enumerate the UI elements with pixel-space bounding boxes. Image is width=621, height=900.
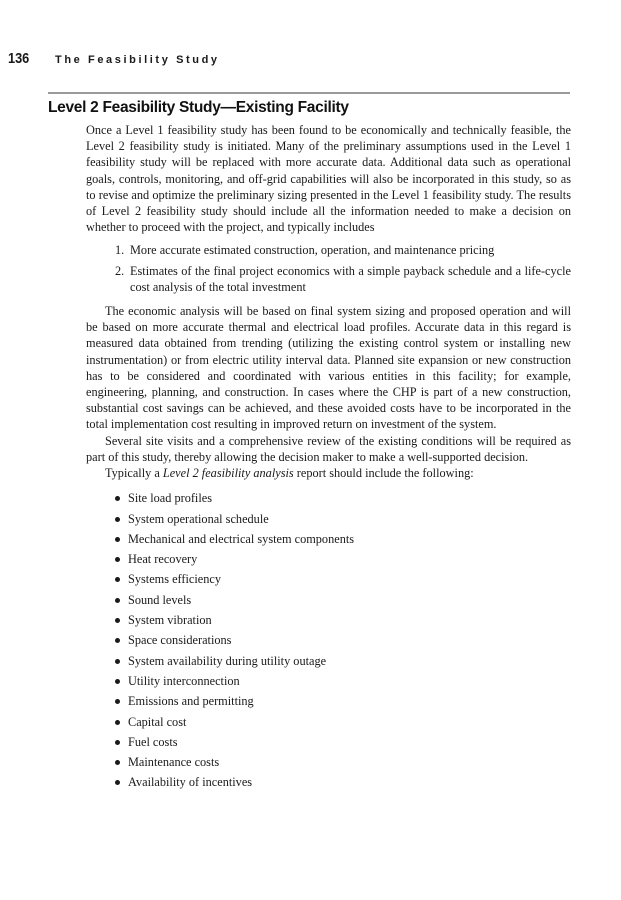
running-title: The Feasibility Study [55, 54, 220, 66]
item-number: 1. [115, 243, 125, 258]
report-intro-start: Typically a [105, 466, 163, 481]
list-item: Capital cost [128, 712, 571, 732]
list-item: Fuel costs [128, 732, 571, 752]
list-item: Sound levels [128, 590, 571, 610]
list-item: Utility interconnection [128, 671, 571, 691]
list-item: Mechanical and electrical system components [128, 529, 571, 549]
intro-paragraph: Once a Level 1 feasibility study has been found to be economically and technically feasible, the Level 2 feasibility study is initiated. Many of the preliminary assumptions used in the Level 1 feasibility study will be replaced with more accurate data. Additional data such as operational goals, controls, monitoring, and off-grid capabilities will also be incorporated in this study, so as to revise and optimize the preliminary sizing presented in the Level 1 feasibility study. The results of Level 2 feasibility study should include all the information needed to make a decision on whether to proceed with the project, and typically includes [86, 123, 571, 235]
page-number: 136 [8, 50, 30, 67]
economic-analysis-paragraph: The economic analysis will be based on final system sizing and proposed operation and will be based on more accurate thermal and electrical load profiles. Accurate data in this regard is measured data obtained from trending (utilizing the existing control system or installing new instrumentation) or from electric utility interval data. Planned site expansion or new construction has to be considered and coordinated with various entities in this facility; for example, engineering, planning, and construction. In cases where the CHP is part of a new construction, substantial cost savings can be achieved, and these avoided costs have to be incorporated in the total implementation cost resulting in improved return on investment of the system. [86, 304, 571, 432]
list-item: Availability of incentives [128, 772, 571, 792]
report-contents-list [86, 488, 571, 792]
numbered-item [115, 242, 571, 258]
list-item: Heat recovery [128, 549, 571, 569]
report-intro-end: report should include the following: [293, 466, 474, 481]
list-item: Maintenance costs [128, 752, 571, 772]
list-item: Site load profiles [128, 488, 571, 508]
report-intro-paragraph [86, 465, 571, 481]
list-item: Emissions and permitting [128, 691, 571, 711]
numbered-item [115, 263, 571, 295]
list-item: System operational schedule [128, 509, 571, 529]
body-text [86, 122, 571, 793]
section-heading: Level 2 Feasibility Study—Existing Facility [48, 99, 349, 116]
item-text: More accurate estimated construction, operation, and maintenance pricing [130, 243, 495, 258]
running-header [8, 50, 220, 70]
item-number: 2. [115, 263, 125, 278]
section-divider [48, 92, 570, 94]
list-item: System vibration [128, 610, 571, 630]
list-item: Space considerations [128, 630, 571, 650]
list-item: System availability during utility outage [128, 651, 571, 671]
list-item: Systems efficiency [128, 569, 571, 589]
report-intro-emphasis: Level 2 feasibility analysis [162, 466, 294, 481]
item-text: Estimates of the final project economics with a simple payback schedule and a life-cycle cost analysis of the total investment [130, 263, 571, 294]
site-visits-paragraph: Several site visits and a comprehensive review of the existing conditions will be required as part of this study, thereby allowing the decision maker to make a well-supported decision. [86, 433, 571, 464]
numbered-list [86, 242, 571, 295]
